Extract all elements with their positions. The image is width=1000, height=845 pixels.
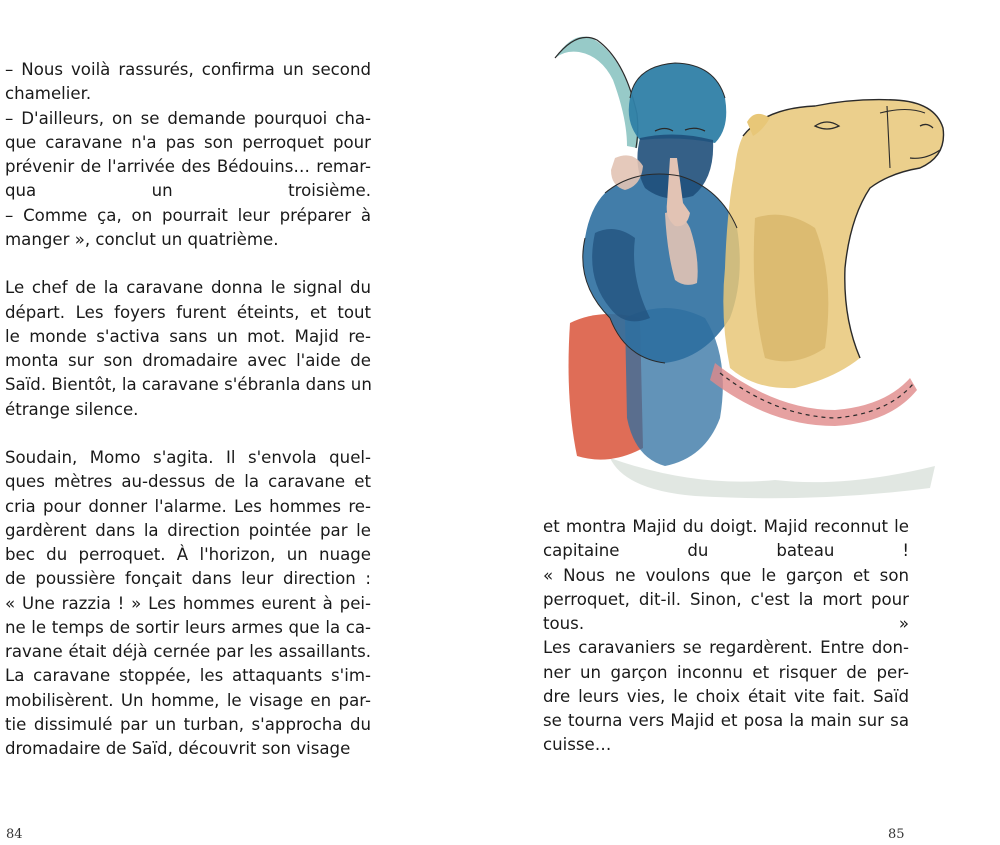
text-line: que caravane n'a pas son perroquet pour	[5, 132, 371, 152]
text-line: ner un garçon inconnu et risquer de per-	[543, 662, 909, 682]
text-line: étrange silence.	[5, 399, 139, 419]
text-line: ne le temps de sortir leurs armes que la ca-	[5, 617, 371, 637]
text-line: tie dissimulé par un turban, s'approcha du	[5, 714, 371, 734]
text-line: cria pour donner l'alarme. Les hommes re-	[5, 496, 371, 516]
text-line: ravane était déjà cernée par les assaillants.	[5, 642, 371, 661]
ground-wash	[610, 458, 935, 498]
text-line: ques mètres au-dessus de la caravane et	[5, 472, 371, 492]
text-line: chamelier.	[5, 84, 92, 104]
text-line: qua un troisième.	[5, 181, 371, 201]
text-line: de poussière fonçait dans leur direction :	[5, 569, 371, 589]
text-line: monta sur son dromadaire avec l'aide de	[5, 351, 371, 370]
text-line: dre leurs vies, le choix était vite fait. Saïd	[543, 686, 909, 706]
text-line: Saïd. Bientôt, la caravane s'ébranla dans un	[5, 375, 372, 395]
left-paragraph	[5, 446, 371, 761]
text-line: gardèrent dans la direction pointée par le	[5, 520, 371, 540]
left-paragraph	[5, 276, 371, 422]
text-line: – D'ailleurs, on se demande pourquoi cha-	[5, 108, 371, 128]
text-line: le monde s'activa sans un mot. Majid re-	[5, 326, 371, 346]
text-line: Les caravaniers se regardèrent. Entre don-	[543, 638, 909, 658]
camel-shade	[754, 215, 829, 362]
left-paragraph	[5, 58, 371, 252]
text-line: manger », conclut un quatrième.	[5, 229, 279, 249]
text-line: « Nous ne voulons que le garçon et son	[543, 565, 909, 585]
text-line: « Une razzia ! » Les hommes eurent à pei-	[5, 593, 371, 613]
page-number-right: 85	[888, 827, 905, 842]
text-line: cuisse…	[543, 735, 612, 755]
page-number-left: 84	[6, 827, 23, 842]
text-line: capitaine du bateau !	[543, 541, 909, 561]
text-line: dromadaire de Saïd, découvrit son visage	[5, 739, 351, 758]
right-text-column	[543, 515, 909, 758]
text-line: bec du perroquet. À l'horizon, un nuage	[5, 545, 371, 564]
text-line: Le chef de la caravane donna le signal du	[5, 278, 371, 298]
text-line: prévenir de l'arrivée des Bédouins… remar-	[5, 157, 371, 176]
text-line: et montra Majid du doigt. Majid reconnut le	[543, 517, 909, 536]
text-line: se tourna vers Majid et posa la main sur sa	[543, 711, 909, 730]
tuareg-camel-illustration	[515, 18, 965, 503]
text-line: – Comme ça, on pourrait leur préparer à	[5, 205, 371, 225]
text-line: Soudain, Momo s'agita. Il s'envola quel-	[5, 448, 371, 467]
text-line: – Nous voilà rassurés, confirma un second	[5, 60, 371, 79]
right-page	[500, 0, 1000, 845]
left-text-column	[5, 58, 371, 761]
text-line: La caravane stoppée, les attaquants s'im-	[5, 666, 371, 686]
right-paragraph	[543, 515, 909, 758]
sword-icon	[555, 37, 639, 148]
text-line: perroquet, dit-il. Sinon, c'est la mort pour	[543, 589, 909, 609]
text-line: tous. »	[543, 614, 909, 633]
text-line: départ. Les foyers furent éteints, et tout	[5, 302, 371, 322]
text-line: mobilisèrent. Un homme, le visage en par-	[5, 690, 371, 710]
